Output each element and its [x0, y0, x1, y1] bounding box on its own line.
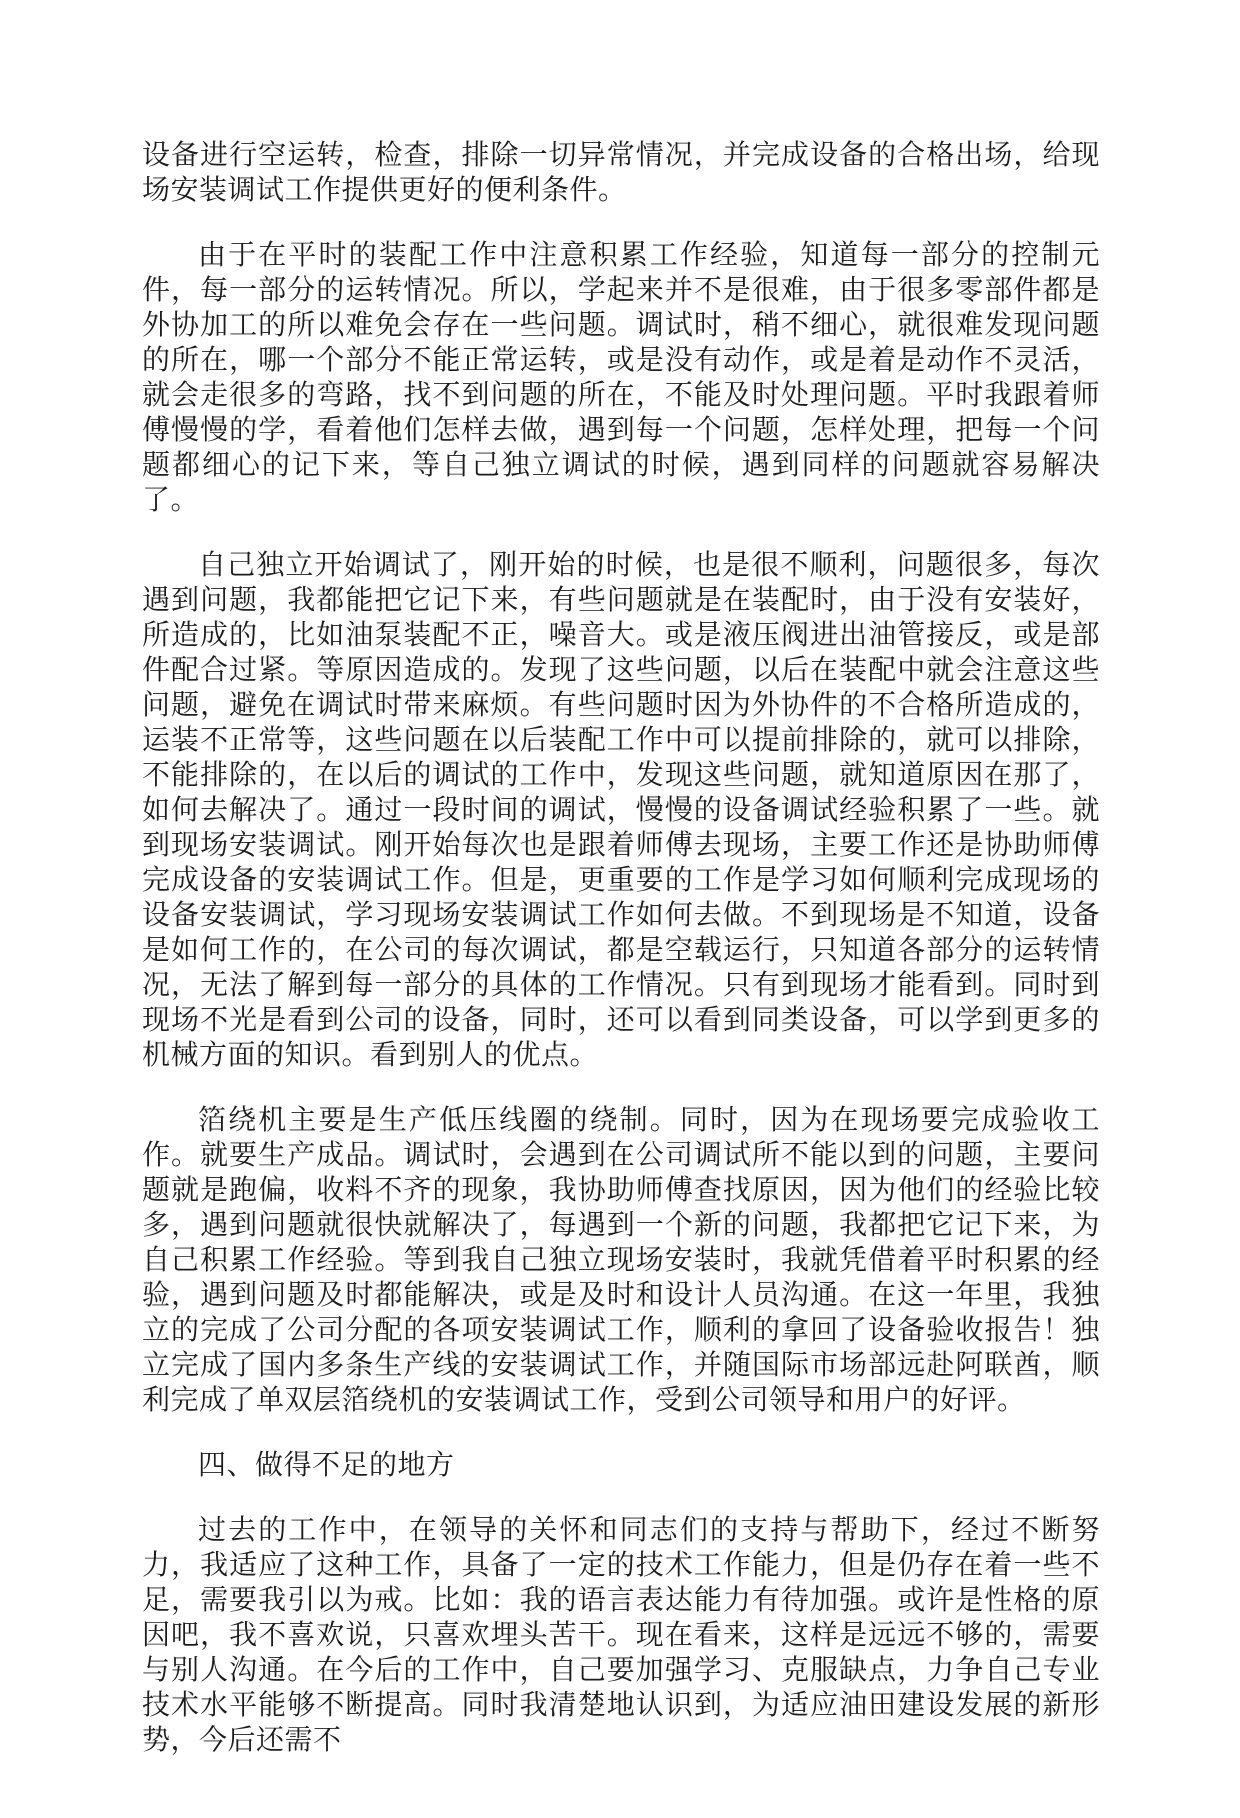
- section-heading-shortcomings: 四、做得不足的地方: [198, 1450, 455, 1481]
- paragraph-independent-debugging: 自己独立开始调试了，刚开始的时候，也是很不顺利，问题很多，每次遇到问题，我都能把它记下来，有些问题就是在装配时，由于没有安装好，所造成的，比如油泵装配不正，噪音大。或是液压阀进出油管接反，或是部件配合过紧。等原因造成的。发现了这些问题，以后在装配中就会注意这些问题，避免在调试时带来麻烦。有些问题时因为外协件的不合格所造成的，运装不正常等，这些问题在以后装配工作中可以提前排除的，就可以排除，不能排除的，在以后的调试的工作中，发现这些问题，就知道原因在那了，如何去解决了。通过一段时间的调试，慢慢的设备调试经验积累了一些。就到现场安装调试。刚开始每次也是跟着师傅去现场，主要工作还是协助师傅完成设备的安装调试工作。但是，更重要的工作是学习如何顺利完成现场的设备安装调试，学习现场安装调试工作如何去做。不到现场是不知道，设备是如何工作的，在公司的每次调试，都是空载运行，只知道各部分的运转情况，无法了解到每一部分的具体的工作情况。只有到现场才能看到。同时到现场不光是看到公司的设备，同时，还可以看到同类设备，可以学到更多的机械方面的知识。看到别人的优点。: [142, 550, 1100, 1071]
- paragraph-assembly-experience: 由于在平时的装配工作中注意积累工作经验，知道每一部分的控制元件，每一部分的运转情况。所以，学起来并不是很难，由于很多零部件都是外协加工的所以难免会存在一些问题。调试时，稍不细心，就很难发现问题的所在，哪一个部分不能正常运转，或是没有动作，或是着是动作不灵活，就会走很多的弯路，找不到问题的所在，不能及时处理问题。平时我跟着师傅慢慢的学，看着他们怎样去做，遇到每一个问题，怎样处理，把每一个问题都细心的记下来，等自己独立调试的时候，遇到同样的问题就容易解决了。: [142, 240, 1100, 516]
- paragraph-foil-winding-machine: 箔绕机主要是生产低压线圈的绕制。同时，因为在现场要完成验收工作。就要生产成品。调试时，会遇到在公司调试所不能以到的问题，主要问题就是跑偏，收料不齐的现象，我协助师傅查找原因，因为他们的经验比较多，遇到问题就很快就解决了，每遇到一个新的问题，我都把它记下来，为自己积累工作经验。等到我自己独立现场安装时，我就凭借着平时积累的经验，遇到问题及时都能解决，或是及时和设计人员沟通。在这一年里，我独立的完成了公司分配的各项安装调试工作，顺利的拿回了设备验收报告！独立完成了国内多条生产线的安装调试工作，并随国际市场部远赴阿联酋，顺利完成了单双层箔绕机的安装调试工作，受到公司领导和用户的好评。: [142, 1105, 1100, 1416]
- paragraph-continuation: 设备进行空运转，检查，排除一切异常情况，并完成设备的合格出场，给现场安装调试工作提供更好的便利条件。: [142, 140, 1100, 206]
- paragraph-shortcomings: 过去的工作中，在领导的关怀和同志们的支持与帮助下，经过不断努力，我适应了这种工作，具备了一定的技术工作能力，但是仍存在着一些不足，需要我引以为戒。比如：我的语言表达能力有待加强。或许是性格的原因吧，我不喜欢说，只喜欢埋头苦干。现在看来，这样是远远不够的，需要与别人沟通。在今后的工作中，自己要加强学习、克服缺点，力争自己专业技术水平能够不断提高。同时我清楚地认识到，为适应油田建设发展的新形势，今后还需不: [142, 1515, 1100, 1756]
- document-body: [142, 138, 1100, 1758]
